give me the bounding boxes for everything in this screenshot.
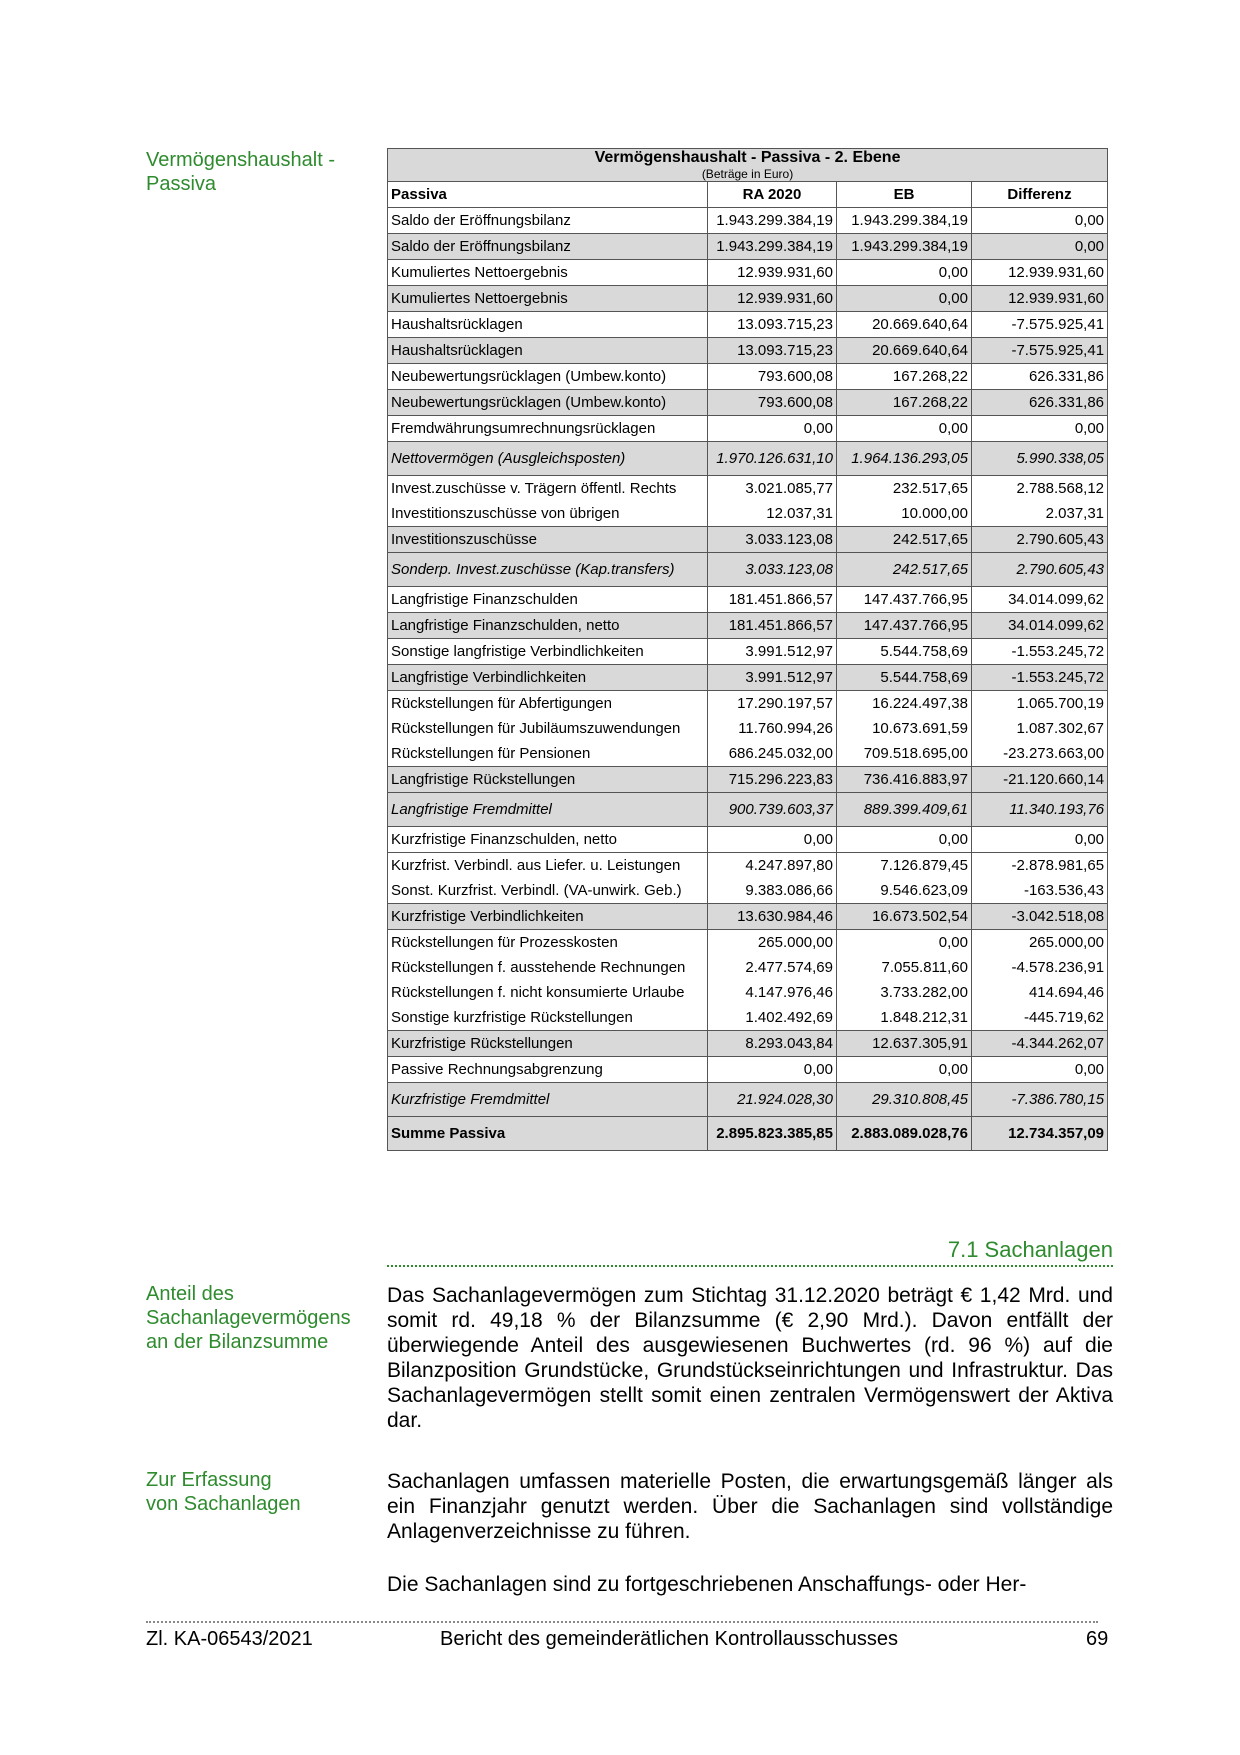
- value-ra-2020: 13.093.715,23: [708, 338, 837, 364]
- table-row: [388, 260, 1108, 286]
- passiva-table: [387, 148, 1108, 1151]
- value-eb: 16.224.497,38: [837, 691, 972, 717]
- value-differenz: 414.694,46: [972, 980, 1108, 1005]
- table-row: [388, 553, 1108, 587]
- header-passiva: Passiva: [388, 182, 708, 208]
- row-label: Rückstellungen für Prozesskosten: [388, 930, 708, 956]
- value-eb: 736.416.883,97: [837, 767, 972, 793]
- value-differenz: 626.331,86: [972, 390, 1108, 416]
- value-ra-2020: 900.739.603,37: [708, 793, 837, 827]
- value-eb: 1.943.299.384,19: [837, 234, 972, 260]
- table-row: [388, 1083, 1108, 1117]
- value-eb: 7.126.879,45: [837, 853, 972, 879]
- value-eb: 0,00: [837, 827, 972, 853]
- value-eb: 5.544.758,69: [837, 639, 972, 665]
- value-ra-2020: 17.290.197,57: [708, 691, 837, 717]
- row-label: Neubewertungsrücklagen (Umbew.konto): [388, 364, 708, 390]
- value-differenz: 12.939.931,60: [972, 286, 1108, 312]
- row-label: Kurzfrist. Verbindl. aus Liefer. u. Leistungen: [388, 853, 708, 879]
- margin-note-line: Passiva: [146, 173, 217, 195]
- row-label: Langfristige Finanzschulden: [388, 587, 708, 613]
- margin-note-line: Sachanlagevermögens: [146, 1307, 351, 1329]
- row-label: Langfristige Rückstellungen: [388, 767, 708, 793]
- value-ra-2020: 2.477.574,69: [708, 955, 837, 980]
- table-row: [388, 234, 1108, 260]
- row-label: Fremdwährungsumrechnungsrücklagen: [388, 416, 708, 442]
- value-eb: 29.310.808,45: [837, 1083, 972, 1117]
- section-divider: [387, 1265, 1113, 1267]
- value-eb: 1.943.299.384,19: [837, 208, 972, 234]
- header-ra-2020: RA 2020: [708, 182, 837, 208]
- value-differenz: -4.344.262,07: [972, 1031, 1108, 1057]
- value-differenz: 1.065.700,19: [972, 691, 1108, 717]
- value-eb: 0,00: [837, 416, 972, 442]
- row-label: Sonst. Kurzfrist. Verbindl. (VA-unwirk. Geb.): [388, 878, 708, 904]
- value-differenz: 34.014.099,62: [972, 587, 1108, 613]
- value-differenz: -445.719,62: [972, 1005, 1108, 1031]
- paragraph-erfassung: Sachanlagen umfassen materielle Posten, die erwartungsgemäß länger als ein Finanzjahr genutzt werden. Über die Sachanlagen sind vollständige Anlagenverzeichnisse zu führen.: [387, 1470, 1113, 1543]
- row-label: Rückstellungen für Abfertigungen: [388, 691, 708, 717]
- footer-title: Bericht des gemeinderätlichen Kontrollausschusses: [440, 1628, 899, 1650]
- table-row: [388, 416, 1108, 442]
- table-row: [388, 338, 1108, 364]
- table-row: [388, 980, 1108, 1005]
- value-ra-2020: 686.245.032,00: [708, 741, 837, 767]
- value-eb: 16.673.502,54: [837, 904, 972, 930]
- value-eb: 242.517,65: [837, 527, 972, 553]
- value-eb: 0,00: [837, 1057, 972, 1083]
- value-eb: 167.268,22: [837, 390, 972, 416]
- value-ra-2020: 1.943.299.384,19: [708, 234, 837, 260]
- value-eb: 12.637.305,91: [837, 1031, 972, 1057]
- value-ra-2020: 3.021.085,77: [708, 476, 837, 502]
- row-label: Sonstige kurzfristige Rückstellungen: [388, 1005, 708, 1031]
- value-ra-2020: 3.991.512,97: [708, 665, 837, 691]
- value-ra-2020: 793.600,08: [708, 390, 837, 416]
- value-ra-2020: 2.895.823.385,85: [708, 1117, 837, 1151]
- value-differenz: -7.386.780,15: [972, 1083, 1108, 1117]
- value-differenz: 2.788.568,12: [972, 476, 1108, 502]
- section-heading: 7.1 Sachanlagen: [947, 1237, 1113, 1262]
- row-label: Kumuliertes Nettoergebnis: [388, 260, 708, 286]
- margin-note-line: Anteil des: [146, 1283, 234, 1305]
- header-eb: EB: [837, 182, 972, 208]
- value-differenz: 34.014.099,62: [972, 613, 1108, 639]
- table-row: [388, 312, 1108, 338]
- value-ra-2020: 12.939.931,60: [708, 260, 837, 286]
- value-differenz: 0,00: [972, 416, 1108, 442]
- table-row: [388, 827, 1108, 853]
- value-eb: 10.000,00: [837, 501, 972, 527]
- row-label: Rückstellungen für Pensionen: [388, 741, 708, 767]
- value-ra-2020: 4.247.897,80: [708, 853, 837, 879]
- table-row: [388, 476, 1108, 502]
- row-label: Saldo der Eröffnungsbilanz: [388, 234, 708, 260]
- table-row: [388, 741, 1108, 767]
- value-ra-2020: 21.924.028,30: [708, 1083, 837, 1117]
- table-title: Vermögenshaushalt - Passiva - 2. Ebene: [594, 149, 901, 166]
- value-differenz: 2.790.605,43: [972, 553, 1108, 587]
- value-differenz: 0,00: [972, 827, 1108, 853]
- row-label: Nettovermögen (Ausgleichsposten): [388, 442, 708, 476]
- row-label: Summe Passiva: [388, 1117, 708, 1151]
- row-label: Passive Rechnungsabgrenzung: [388, 1057, 708, 1083]
- row-label: Invest.zuschüsse v. Trägern öffentl. Rechts: [388, 476, 708, 502]
- value-eb: 147.437.766,95: [837, 587, 972, 613]
- table-row: [388, 1031, 1108, 1057]
- footer-page-number: 69: [1086, 1628, 1109, 1650]
- margin-note-line: Vermögenshaushalt -: [146, 149, 336, 171]
- value-ra-2020: 13.093.715,23: [708, 312, 837, 338]
- value-ra-2020: 13.630.984,46: [708, 904, 837, 930]
- row-label: Langfristige Fremdmittel: [388, 793, 708, 827]
- row-label: Kurzfristige Fremdmittel: [388, 1083, 708, 1117]
- row-label: Investitionszuschüsse: [388, 527, 708, 553]
- value-differenz: -3.042.518,08: [972, 904, 1108, 930]
- margin-note-line: an der Bilanzsumme: [146, 1331, 329, 1353]
- value-ra-2020: 3.991.512,97: [708, 639, 837, 665]
- table-row: [388, 1057, 1108, 1083]
- value-eb: 0,00: [837, 286, 972, 312]
- value-differenz: 0,00: [972, 208, 1108, 234]
- table-row: [388, 442, 1108, 476]
- value-eb: 1.964.136.293,05: [837, 442, 972, 476]
- value-differenz: -21.120.660,14: [972, 767, 1108, 793]
- value-differenz: 12.939.931,60: [972, 260, 1108, 286]
- value-ra-2020: 12.037,31: [708, 501, 837, 527]
- value-eb: 5.544.758,69: [837, 665, 972, 691]
- value-differenz: -1.553.245,72: [972, 639, 1108, 665]
- table-row: [388, 665, 1108, 691]
- value-differenz: -4.578.236,91: [972, 955, 1108, 980]
- margin-note-passiva: [146, 148, 366, 196]
- row-label: Langfristige Verbindlichkeiten: [388, 665, 708, 691]
- value-differenz: -23.273.663,00: [972, 741, 1108, 767]
- margin-note-line: Zur Erfassung: [146, 1469, 272, 1491]
- row-label: Kurzfristige Verbindlichkeiten: [388, 904, 708, 930]
- header-differenz: Differenz: [972, 182, 1108, 208]
- table-row: [388, 527, 1108, 553]
- table-row: [388, 767, 1108, 793]
- value-differenz: -7.575.925,41: [972, 338, 1108, 364]
- table-row: [388, 639, 1108, 665]
- row-label: Rückstellungen f. nicht konsumierte Urlaube: [388, 980, 708, 1005]
- value-ra-2020: 0,00: [708, 827, 837, 853]
- value-ra-2020: 715.296.223,83: [708, 767, 837, 793]
- value-eb: 9.546.623,09: [837, 878, 972, 904]
- value-differenz: 12.734.357,09: [972, 1117, 1108, 1151]
- value-eb: 147.437.766,95: [837, 613, 972, 639]
- table-row: [388, 955, 1108, 980]
- value-ra-2020: 265.000,00: [708, 930, 837, 956]
- table-subtitle: (Beträge in Euro): [701, 167, 794, 181]
- value-eb: 0,00: [837, 260, 972, 286]
- paragraph-anteil: Das Sachanlagevermögen zum Stichtag 31.12.2020 beträgt € 1,42 Mrd. und somit rd. 49,18 % der Bilanzsumme (€ 2,90 Mrd.). Davon entfällt der überwiegende Anteil des ausgewiesenen Buchwertes (rd. 96 %) auf die Bilanzposition Grundstücke, Grundstückseinrichtungen und Infrastruktur. Das Sachanlagevermögen stellt somit einen zentralen Vermögenswert der Aktiva dar.: [387, 1284, 1113, 1432]
- value-eb: 20.669.640,64: [837, 338, 972, 364]
- table-row: [388, 716, 1108, 741]
- table-row: [388, 1005, 1108, 1031]
- value-eb: 709.518.695,00: [837, 741, 972, 767]
- value-eb: 1.848.212,31: [837, 1005, 972, 1031]
- value-differenz: -7.575.925,41: [972, 312, 1108, 338]
- value-eb: 7.055.811,60: [837, 955, 972, 980]
- value-differenz: -1.553.245,72: [972, 665, 1108, 691]
- margin-note-anteil: [146, 1282, 366, 1354]
- value-eb: 0,00: [837, 930, 972, 956]
- value-eb: 889.399.409,61: [837, 793, 972, 827]
- row-label: Rückstellungen für Jubiläumszuwendungen: [388, 716, 708, 741]
- value-differenz: 2.790.605,43: [972, 527, 1108, 553]
- value-differenz: -163.536,43: [972, 878, 1108, 904]
- value-differenz: 2.037,31: [972, 501, 1108, 527]
- row-label: Kurzfristige Finanzschulden, netto: [388, 827, 708, 853]
- value-eb: 3.733.282,00: [837, 980, 972, 1005]
- value-differenz: 0,00: [972, 234, 1108, 260]
- value-eb: 232.517,65: [837, 476, 972, 502]
- table-row: [388, 878, 1108, 904]
- value-ra-2020: 0,00: [708, 416, 837, 442]
- row-label: Neubewertungsrücklagen (Umbew.konto): [388, 390, 708, 416]
- table-row: [388, 501, 1108, 527]
- value-ra-2020: 11.760.994,26: [708, 716, 837, 741]
- row-label: Kumuliertes Nettoergebnis: [388, 286, 708, 312]
- value-ra-2020: 1.402.492,69: [708, 1005, 837, 1031]
- value-eb: 2.883.089.028,76: [837, 1117, 972, 1151]
- table-row: [388, 793, 1108, 827]
- row-label: Haushaltsrücklagen: [388, 338, 708, 364]
- value-differenz: 626.331,86: [972, 364, 1108, 390]
- table-row: [388, 390, 1108, 416]
- paragraph-bewertung: Die Sachanlagen sind zu fortgeschriebenen Anschaffungs- oder Her-: [387, 1573, 1027, 1596]
- value-eb: 10.673.691,59: [837, 716, 972, 741]
- row-label: Haushaltsrücklagen: [388, 312, 708, 338]
- value-differenz: 5.990.338,05: [972, 442, 1108, 476]
- table-title-cell: [388, 149, 1108, 182]
- value-differenz: -2.878.981,65: [972, 853, 1108, 879]
- margin-note-line: von Sachanlagen: [146, 1493, 301, 1515]
- value-eb: 242.517,65: [837, 553, 972, 587]
- footer-reference: Zl. KA-06543/2021: [146, 1628, 313, 1650]
- value-differenz: 265.000,00: [972, 930, 1108, 956]
- value-ra-2020: 12.939.931,60: [708, 286, 837, 312]
- margin-note-erfassung: [146, 1468, 366, 1516]
- row-label: Langfristige Finanzschulden, netto: [388, 613, 708, 639]
- value-ra-2020: 3.033.123,08: [708, 527, 837, 553]
- value-ra-2020: 8.293.043,84: [708, 1031, 837, 1057]
- value-ra-2020: 4.147.976,46: [708, 980, 837, 1005]
- table-row: [388, 904, 1108, 930]
- value-ra-2020: 1.970.126.631,10: [708, 442, 837, 476]
- value-ra-2020: 793.600,08: [708, 364, 837, 390]
- row-label: Sonderp. Invest.zuschüsse (Kap.transfers): [388, 553, 708, 587]
- value-differenz: 0,00: [972, 1057, 1108, 1083]
- table-row: [388, 930, 1108, 956]
- value-ra-2020: 9.383.086,66: [708, 878, 837, 904]
- table-row: [388, 1117, 1108, 1151]
- row-label: Investitionszuschüsse von übrigen: [388, 501, 708, 527]
- row-label: Saldo der Eröffnungsbilanz: [388, 208, 708, 234]
- value-ra-2020: 181.451.866,57: [708, 587, 837, 613]
- table-row: [388, 286, 1108, 312]
- value-ra-2020: 0,00: [708, 1057, 837, 1083]
- row-label: Rückstellungen f. ausstehende Rechnungen: [388, 955, 708, 980]
- table-row: [388, 364, 1108, 390]
- value-eb: 167.268,22: [837, 364, 972, 390]
- value-ra-2020: 3.033.123,08: [708, 553, 837, 587]
- table-row: [388, 613, 1108, 639]
- table-row: [388, 208, 1108, 234]
- value-differenz: 11.340.193,76: [972, 793, 1108, 827]
- passiva-table-wrapper: [387, 148, 1107, 1151]
- footer-divider: [146, 1621, 1098, 1623]
- value-ra-2020: 1.943.299.384,19: [708, 208, 837, 234]
- value-eb: 20.669.640,64: [837, 312, 972, 338]
- table-row: [388, 853, 1108, 879]
- value-ra-2020: 181.451.866,57: [708, 613, 837, 639]
- table-row: [388, 691, 1108, 717]
- row-label: Sonstige langfristige Verbindlichkeiten: [388, 639, 708, 665]
- value-differenz: 1.087.302,67: [972, 716, 1108, 741]
- row-label: Kurzfristige Rückstellungen: [388, 1031, 708, 1057]
- table-row: [388, 587, 1108, 613]
